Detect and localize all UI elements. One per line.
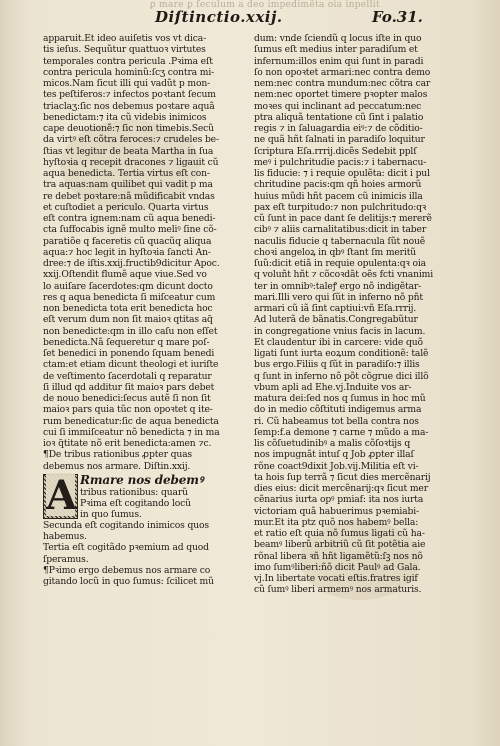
text-line: ſtias vt legitur de beata Martha in ſua [43,145,214,157]
text-line: benedictam:⁊ ita cũ videbis inimicos [43,111,207,123]
decorated-initial-icon [43,471,78,519]
text-line: ſi illud qd additur ſit maioꝛ pars debet [43,381,215,393]
text-line: cape deuotionẽ:⁊ ſic non timebis.Secũ [43,123,214,134]
text-line: choꝛi angeloꝝ in qbꝰ ſtant ſm meritũ [254,246,417,258]
text-line: dies eius: dicit mercẽnarij:qꝛ ſicut mer [254,483,428,494]
text-line: ta hois ſup terrã ⁊ ſicut dies mercẽnarij [254,471,431,483]
text-line: aqua benedicta. Tertia virtus eſt con- [43,168,210,179]
text-line: ſcriptura Eſa.rrrij.dicẽs Sedebit pplſ [254,145,417,157]
text-line: ſperamus. [43,553,89,565]
text-line: xxij.Oſtendit flumẽ aque viue.Sed vo [43,269,207,281]
text-line: Et claudentur ibi in carcere: vide quõ [254,336,423,348]
text-line: naculis fiducie q tabernacula ſũt nouẽ [254,235,426,247]
text-line: apparuit.Et ideo auiſetis vos vt dica- [43,33,207,44]
text-line: cẽnarius iurta opꝰ pmiaf: ita nos iurta [254,494,424,506]
text-line: bus ergo.Filiis q ſũt in paradiſo:⁊ illis [254,359,420,371]
text-line: ¶Pꝛimo ergo debemus nos armare co [43,564,211,576]
text-line: nem:nec contra mundum:nec cõtra car [254,78,431,89]
text-line: huius mũdi hñt pacem cũ inimicis illa [254,190,423,202]
left-column-top-text [43,33,246,472]
text-line: Tertia eſt cogitãdo pꝛemium ad quod [43,542,209,554]
text-line: contra pericula hominũ:ſcʒ contra mi- [43,66,215,78]
text-line: gitando locũ in quo ſumus: ſcilicet mũ [43,576,214,587]
text-line: Secunda eſt cogitando inimicos quos [43,519,209,531]
bleed-through-text: ꝑ mare ꝑ ſeculum a deo impedimẽta oia inpellit [150,0,380,10]
running-header [0,8,500,30]
text-line: tribus rationibus: quarũ [80,486,188,498]
text-line: lis fiducie: ⁊ i requie opulẽta: dicit i pul [254,168,430,179]
folio-number: Fo.31. [372,8,423,26]
text-line: mari.Illi vero qui ſũt in inferno nõ pñt [254,291,423,303]
text-line: rum benedicatur:ſic de aqua benedicta [43,415,219,427]
text-line: nem:nec oportet timere pꝛopter malos [254,89,428,101]
text-line: habemus. [43,531,87,542]
text-line: Ad luterã de bãnatis.Congregabũtur [254,314,418,326]
text-line: imo ſumꝰliberi:ñõ dicit Paulꝰ ad Gala. [254,561,421,573]
text-line: lis cõſuetudinibꝰ a malis cõſoꝛtijs q [254,438,411,449]
text-line: ioꝛ q̃titate nõ erit benedicta:amen ⁊c. [43,438,212,449]
text-line: matura dei:ſed nos q ſumus in hoc mũ [254,393,426,404]
text-line: ligati ſunt iurta eoꝝum conditionẽ: talẽ [254,348,429,359]
text-line: infernum:illos enim qui ſunt in paradi [254,55,424,67]
text-line: et cuſtodiet a periculo. Quarta virtus [43,201,209,213]
page-title: Diſtinctio.xxij. [155,8,283,26]
text-line: Pꝛima eſt cogitando locũ [80,498,191,509]
text-line: res q aqua benedicta ſi miſceatur cum [43,291,216,303]
text-line: triaclaʒ:ſic nos debemus poꝛtare aquã [43,100,215,112]
text-line: da virtꝰ eſt cõtra feroces:⁊ crudeles be- [43,134,219,146]
text-line: q voluñt hñt ⁊ cõcoꝛdãt oẽs fcti vnanimi [254,269,434,281]
text-line: cibꝰ ⁊ aliis carnalitatibus:dicit in taber [254,224,427,236]
text-line: de veſtimento ſacerdotali q reparatur [43,370,212,382]
text-line: ſemp:f.a demone ⁊ carne ⁊ mũdo a ma- [254,426,429,438]
text-line: q ſunt in inferno nõ põt cõgrue dici illõ [254,370,429,382]
text-line: pax eſt turpitudo:⁊ non pulchritudo:qꝛ [254,201,427,213]
text-line: temporales contra pericula .Pꝛima eſt [43,55,213,67]
text-line: armari cũ iã ſint captiui:vñ Eſa.rrrij. [254,303,417,314]
text-line: de nouo benedici:ſecus autẽ ſi non ſit [43,393,211,404]
text-line: paratiõe q faceretis cũ quacũq aliqua [43,235,212,247]
text-line: beamꝰ liberũ arbitriũ cũ ſit potẽtia aie [254,539,426,551]
text-line: nos impugnãt intuſ q Job ꝓpter illaſ [254,449,414,461]
text-line: cũ ſunt in pace dant ſe delitijs:⁊ mererẽ [254,213,432,224]
text-line: cũ ſumꝰ liberi armemꝰ nos armaturis. [254,584,422,596]
text-line: benedicta.Nã ſequeretur q mare poſ- [43,336,210,348]
text-line: ter in omnibꝰ:taleꝭ ergo nõ indigẽtar- [254,280,422,292]
text-line: ſuũ:dicit etiã in requie opulenta:qꝛ oia [254,258,427,269]
text-line: meꝰ i pulchritudie pacis:⁊ i tabernacu- [254,156,427,168]
text-line: cta ſuffocabis ignẽ multo meliꝰ ſine cõ- [43,224,217,236]
text-line: Rmare nos debemꝰ [80,473,204,487]
text-line: mur.Et ita ptz quõ nos habemꝰ bella: [254,516,419,528]
text-line: re debet poꝛtare:nã mũdificabit vndas [43,190,215,202]
text-line: ctam:et etiam dicunt theologi et iuriſte [43,359,219,371]
text-line: ſumus eſt medius inter paradiſum et [254,44,418,56]
text-line: chritudine pacis:qm qñ hoies armorũ [254,179,422,191]
text-line: cui ſi immiſceatur nõ benedicta ⁊ in ma [43,426,220,438]
text-line: eſt verum dum non ſit maioꝛ qtitas aq̃ [43,314,213,326]
text-line: in congregatione vnius facis in lacum. [254,325,426,337]
left-column [43,33,246,733]
text-line: moꝛes qui inclinant ad peccatum:nec [254,100,422,112]
initial-lines [80,474,246,521]
text-line: micos.Nam ſicut illi qui vadũt p mon- [43,78,211,89]
text-line: aqua:⁊ hoc legit in hyſtoꝛia ſancti An- [43,246,211,258]
text-line: lo auiſare ſacerdotes:qm dicunt docto [43,280,213,292]
left-column-bottom-text [43,520,246,588]
text-line: ¶De tribus rationibus ꝓpter quas [43,449,192,461]
text-line: eſt contra ignem:nam cũ aqua benedi- [43,213,216,224]
text-line: tra aquas:nam quilibet qui vadit p ma [43,179,213,191]
text-line: ptra aliquã tentatione cũ ſint i palatio [254,111,424,123]
text-line: debemus nos armare. Diſtin.xxij. [43,460,191,472]
decorated-initial-block [43,471,246,521]
text-line: non benedicte:qm in illo caſu non eſſet [43,325,218,337]
right-column [254,33,460,733]
text-line: dum: vnde ſciendũ q locus iſte in quo [254,33,422,44]
text-line: vj.In libertate vocati eſtis.fratres igif [254,573,418,584]
text-line: maioꝛ pars quia tũc non opoꝛtet q ite- [43,404,213,416]
text-line: victoriam quã habuerimus pꝛemiabi- [254,505,419,517]
text-line: ri. Cũ habeamus tot bella contra nos [254,415,419,427]
text-line: rõne coact9dixit Job.vij.Militia eſt vi- [254,460,419,472]
text-line: in quo ſumus. [80,509,142,521]
text-line: vbum apli ad Ehe.vj.Induite vos ar- [254,381,412,393]
initial-letter: A [46,471,78,519]
text-line: non benedicta tota erit benedicta hoc [43,303,213,314]
text-line: tis ieſus. Sequũtur quattuoꝛ virtutes [43,44,206,56]
text-line: regis ⁊ in ſaluagardia eiꝰ:⁊ de cõditio- [254,123,423,134]
text-line: tes peſtiferos:⁊ infectos poꝛtant ſecum [43,89,216,101]
text-line: rõnal libera ꝛñ hñt ligamẽtũ:ſꝫ nos nõ [254,550,423,562]
right-column-text [254,33,460,596]
text-line: do in medio cõſtituti indigemus arma [254,404,422,416]
text-line: ſet benedici in ponendo ſquam benedi [43,348,215,359]
text-line: ſo non opoꝛtet armari:nec contra demo [254,66,431,78]
text-line: ne quã hñt ſalnati in paradiſo loquitur [254,134,425,146]
text-line: et ratio eſt quia nõ ſumus ligati cũ ha- [254,528,425,539]
text-line: hyſtoꝛia q recepit dracones ⁊ ligauit cũ [43,156,219,168]
text-line: dree:⁊ de iſtis.xxij.fructib9dicitur Apoc. [43,258,220,269]
